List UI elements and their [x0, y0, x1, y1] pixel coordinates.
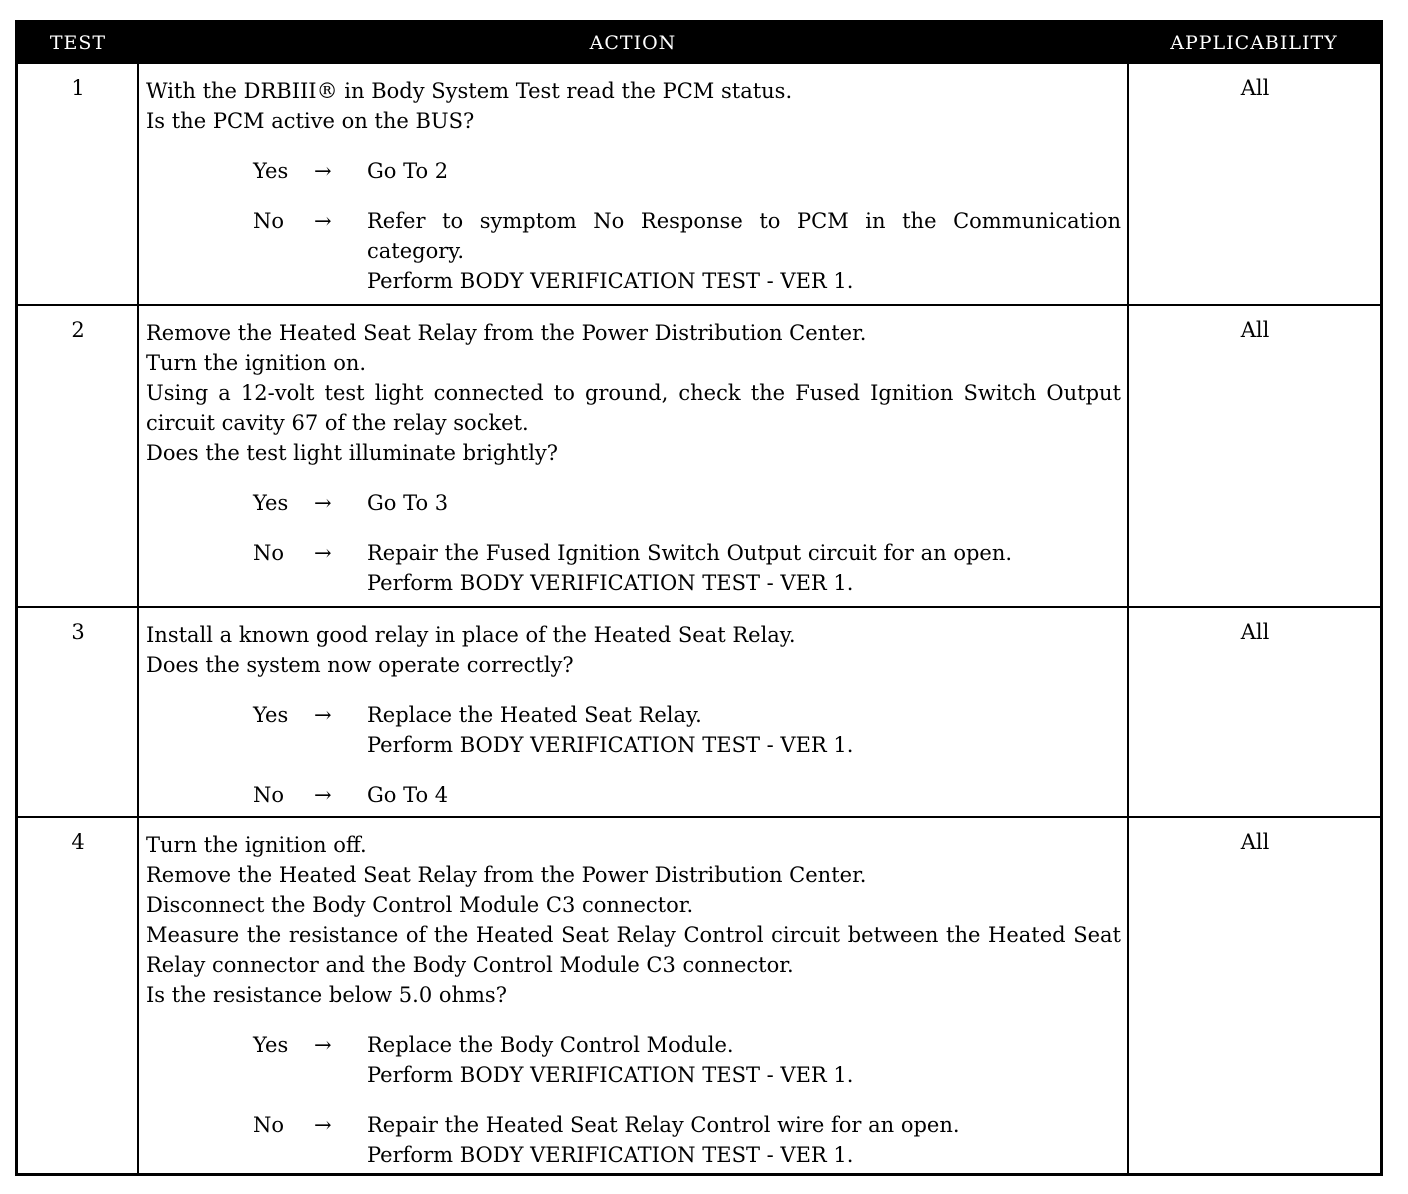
- action-step: Turn the ignition on.: [146, 351, 367, 375]
- answer-label: Yes: [253, 491, 289, 515]
- result-line: Perform BODY VERIFICATION TEST - VER 1.: [367, 269, 854, 293]
- applicability-cell: All: [1240, 620, 1270, 644]
- arrow-icon: →: [314, 1033, 332, 1057]
- table-row: [18, 304, 1380, 606]
- answer-label: Yes: [253, 159, 289, 183]
- yes-option: [146, 1030, 1121, 1090]
- applicability-cell: All: [1240, 830, 1270, 854]
- action-step: Measure the resistance of the Heated Seat Relay Control circuit between the Heated Seat Relay connector and the Body Control Module C3 connector.: [146, 923, 1121, 977]
- answer-label: No: [253, 783, 285, 807]
- no-option: [146, 1110, 1121, 1170]
- result-line: Perform BODY VERIFICATION TEST - VER 1.: [367, 1063, 854, 1087]
- result-text: [367, 1030, 1121, 1090]
- arrow-icon: →: [314, 1113, 332, 1137]
- result-line: Replace the Body Control Module.: [367, 1033, 734, 1057]
- no-option: [146, 780, 1121, 810]
- action-cell: [146, 76, 1121, 296]
- result-line: Perform BODY VERIFICATION TEST - VER 1.: [367, 1143, 854, 1167]
- test-number: 3: [71, 620, 85, 644]
- action-cell: [146, 620, 1121, 810]
- table-row: [18, 606, 1380, 816]
- result-text: [367, 700, 1121, 760]
- result-line: Go To 4: [367, 783, 449, 807]
- yes-option: [146, 700, 1121, 760]
- action-step: Does the test light illuminate brightly?: [146, 441, 559, 465]
- result-line: Go To 3: [367, 491, 449, 515]
- header-applicability: APPLICABILITY: [1170, 32, 1338, 54]
- action-step: Remove the Heated Seat Relay from the Power Distribution Center.: [146, 863, 867, 887]
- action-step: Is the resistance below 5.0 ohms?: [146, 983, 507, 1007]
- action-step: Install a known good relay in place of the Heated Seat Relay.: [146, 623, 796, 647]
- arrow-icon: →: [314, 703, 332, 727]
- arrow-icon: →: [314, 541, 332, 565]
- result-text: [367, 206, 1121, 296]
- answer-label: Yes: [253, 703, 289, 727]
- test-number: 4: [71, 830, 85, 854]
- result-text: [367, 1110, 1121, 1170]
- applicability-cell: All: [1240, 76, 1270, 100]
- yes-option: [146, 156, 1121, 186]
- no-option: [146, 538, 1121, 598]
- action-step: Turn the ignition off.: [146, 833, 367, 857]
- answer-label: No: [253, 1113, 285, 1137]
- action-step: Is the PCM active on the BUS?: [146, 109, 475, 133]
- test-number: 2: [71, 318, 85, 342]
- action-step: Disconnect the Body Control Module C3 connector.: [146, 893, 694, 917]
- result-line: Go To 2: [367, 159, 449, 183]
- result-line: Perform BODY VERIFICATION TEST - VER 1.: [367, 733, 854, 757]
- action-cell: [146, 318, 1121, 598]
- action-step: Remove the Heated Seat Relay from the Power Distribution Center.: [146, 321, 867, 345]
- test-number: 1: [71, 76, 85, 100]
- result-line: Replace the Heated Seat Relay.: [367, 703, 702, 727]
- result-line: Repair the Heated Seat Relay Control wire for an open.: [367, 1113, 960, 1137]
- answer-label: Yes: [253, 1033, 289, 1057]
- table-row: [18, 816, 1380, 1173]
- result-text: [367, 488, 1121, 518]
- action-cell: [146, 830, 1121, 1170]
- arrow-icon: →: [314, 159, 332, 183]
- yes-option: [146, 488, 1121, 518]
- header-action: ACTION: [589, 32, 677, 54]
- table-header: [18, 23, 1380, 64]
- result-text: [367, 156, 1121, 186]
- arrow-icon: →: [314, 209, 332, 233]
- no-option: [146, 206, 1121, 296]
- applicability-cell: All: [1240, 318, 1270, 342]
- arrow-icon: →: [314, 783, 332, 807]
- table-row: [18, 64, 1380, 304]
- arrow-icon: →: [314, 491, 332, 515]
- action-step: Using a 12-volt test light connected to ground, check the Fused Ignition Switch Output circuit cavity 67 of the relay socket.: [146, 381, 1121, 435]
- answer-label: No: [253, 541, 285, 565]
- diagnostic-test-table: [15, 20, 1383, 1176]
- result-line: Repair the Fused Ignition Switch Output circuit for an open.: [367, 541, 1013, 565]
- result-text: [367, 780, 1121, 810]
- header-test: TEST: [49, 32, 107, 54]
- result-text: [367, 538, 1121, 598]
- result-line: Perform BODY VERIFICATION TEST - VER 1.: [367, 571, 854, 595]
- action-step: With the DRBIII® in Body System Test read the PCM status.: [146, 79, 793, 103]
- answer-label: No: [253, 209, 285, 233]
- result-line: Refer to symptom No Response to PCM in the Communication category.: [367, 209, 1121, 263]
- action-step: Does the system now operate correctly?: [146, 653, 574, 677]
